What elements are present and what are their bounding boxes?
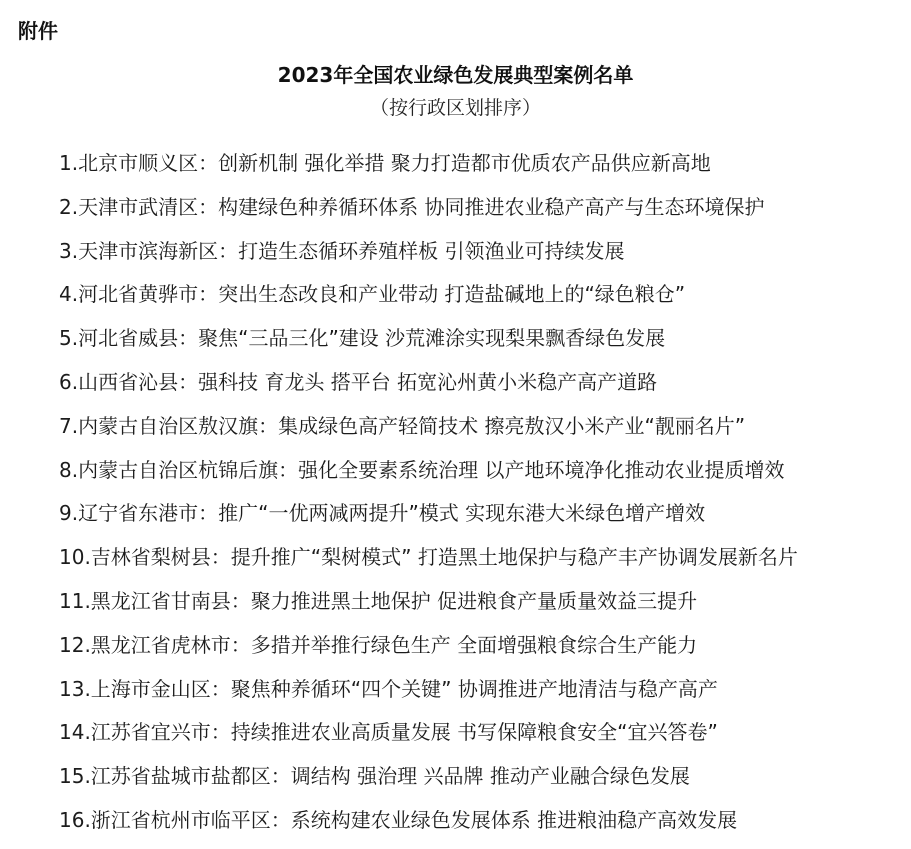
case-item: 4.河北省黄骅市：突出生态改良和产业带动 打造盐碱地上的“绿色粮仓” bbox=[59, 282, 686, 307]
case-item: 1.北京市顺义区：创新机制 强化举措 聚力打造都市优质农产品供应新高地 bbox=[59, 151, 711, 175]
case-item: 8.内蒙古自治区杭锦后旗：强化全要素系统治理 以产地环境净化推动农业提质增效 bbox=[59, 457, 785, 482]
case-item: 16.浙江省杭州市临平区：系统构建农业绿色发展体系 推进粮油稳产高效发展 bbox=[59, 807, 738, 832]
case-item: 3.天津市滨海新区：打造生态循环养殖样板 引领渔业可持续发展 bbox=[59, 238, 625, 263]
case-item: 10.吉林省梨树县：提升推广“梨树模式” 打造黑土地保护与稳产丰产协调发展新名片 bbox=[59, 545, 798, 570]
case-item: 14.江苏省宜兴市：持续推进农业高质量发展 书写保障粮食安全“宜兴答卷” bbox=[59, 720, 718, 745]
case-item: 15.江苏省盐城市盐都区：调结构 强治理 兴品牌 推动产业融合绿色发展 bbox=[59, 764, 690, 789]
case-item: 2.天津市武清区：构建绿色种养循环体系 协同推进农业稳产高产与生态环境保护 bbox=[59, 194, 765, 219]
document-subtitle: （按行政区划排序） bbox=[369, 97, 541, 119]
case-item: 9.辽宁省东港市：推广“一优两减两提升”模式 实现东港大米绿色增产增效 bbox=[59, 501, 706, 526]
case-item: 11.黑龙江省甘南县：聚力推进黑土地保护 促进粮食产量质量效益三提升 bbox=[59, 588, 698, 613]
case-item: 5.河北省威县：聚焦“三品三化”建设 沙荒滩涂实现梨果飘香绿色发展 bbox=[59, 326, 666, 351]
case-item: 6.山西省沁县：强科技 育龙头 搭平台 拓宽沁州黄小米稳产高产道路 bbox=[59, 369, 658, 394]
case-list bbox=[59, 148, 904, 849]
document-title: 2023年全国农业绿色发展典型案例名单 bbox=[277, 63, 634, 87]
case-item: 7.内蒙古自治区敖汉旗：集成绿色高产轻简技术 擦亮敖汉小米产业“靓丽名片” bbox=[59, 413, 746, 438]
attachment-label: 附件 bbox=[18, 19, 58, 43]
case-item: 12.黑龙江省虎林市：多措并举推行绿色生产 全面增强粮食综合生产能力 bbox=[59, 632, 698, 657]
case-item: 13.上海市金山区：聚焦种养循环“四个关键” 协调推进产地清洁与稳产高产 bbox=[59, 676, 718, 701]
